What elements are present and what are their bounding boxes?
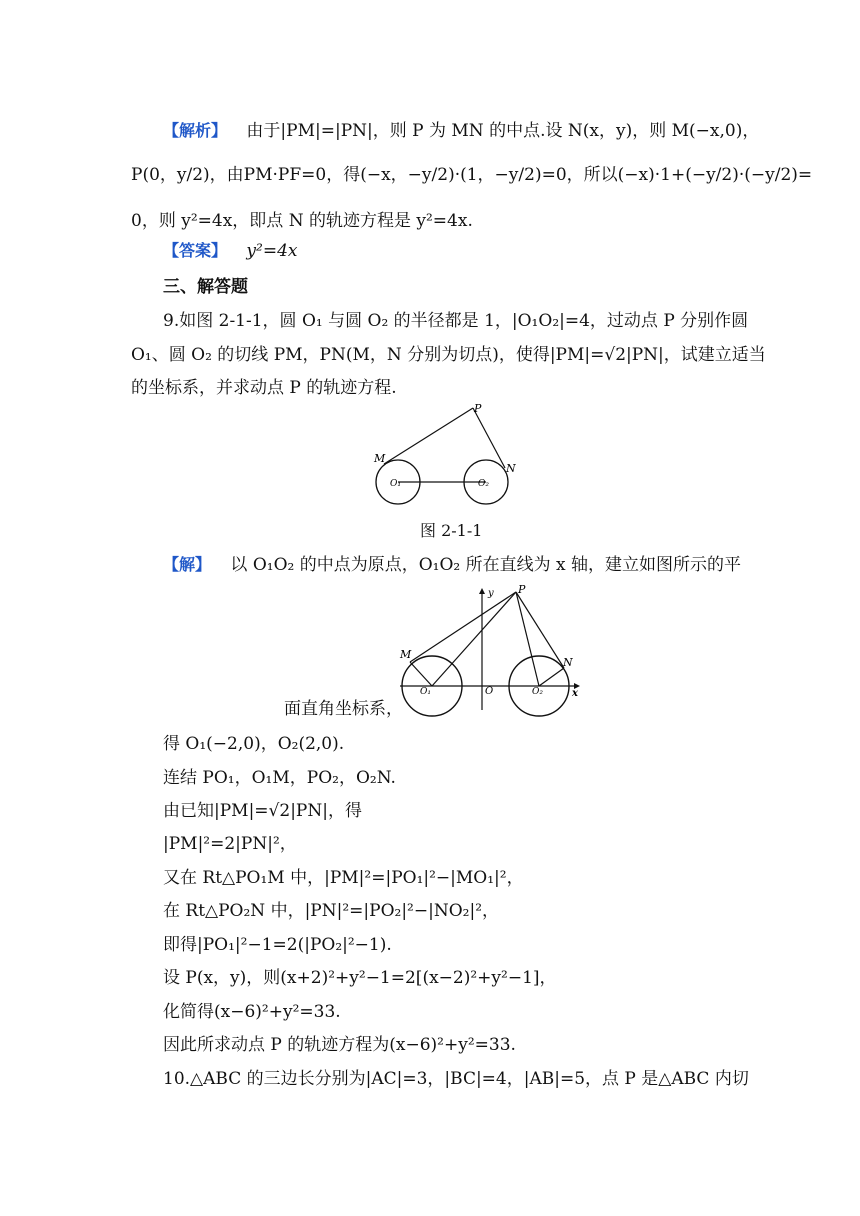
- figure-2-1-1: [360, 398, 530, 513]
- solution9-step: 在 Rt△PO₂N 中，|PN|²=|PO₂|²−|NO₂|²，: [163, 901, 500, 921]
- tangent-pn: [473, 408, 505, 468]
- label-o2: O₂: [532, 687, 543, 697]
- label-p: P: [474, 402, 482, 415]
- label-n: N: [506, 462, 516, 475]
- solution9-step: 化简得(x−6)²+y²=33.: [163, 1002, 341, 1022]
- segment-po2: [516, 592, 539, 686]
- solution8-line1: [163, 116, 763, 141]
- solution9-step: 即得|PO₁|²−1=2(|PO₂|²−1).: [163, 935, 392, 955]
- label-m: M: [374, 452, 386, 465]
- tangent-pm: [384, 408, 473, 464]
- radius-o2n: [539, 668, 564, 686]
- solution9-step: 由已知|PM|=√2|PN|，得: [163, 801, 362, 821]
- figure-coordinate-system: [396, 582, 586, 718]
- solution9-step: |PM|²=2|PN|²，: [163, 834, 297, 854]
- solution9-intro-text: 以 O₁O₂ 的中点为原点，O₁O₂ 所在直线为 x 轴，建立如图所示的平: [230, 555, 742, 575]
- label-p: P: [518, 583, 526, 596]
- analysis-label: 【解析】: [163, 121, 228, 140]
- y-axis-arrow: [479, 588, 485, 594]
- problem9-line1: 9.如图 2-1-1，圆 O₁ 与圆 O₂ 的半径都是 1，|O₁O₂|=4，过动点 P 分别作圆: [163, 311, 749, 331]
- solution9-step: 连结 PO₁，O₁M，PO₂，O₂N.: [163, 768, 396, 788]
- solution9-step: 设 P(x，y)，则(x+2)²+y²−1=2[(x−2)²+y²−1]，: [163, 968, 557, 988]
- answer-label: 【答案】: [163, 241, 228, 260]
- problem10-line1: 10.△ABC 的三边长分别为|AC|=3，|BC|=4，|AB|=5，点 P 是△ABC 内切: [163, 1069, 749, 1089]
- answer8-line: [163, 238, 763, 261]
- label-o2: O₂: [478, 479, 489, 489]
- figure1-caption: 图 2-1-1: [420, 521, 483, 540]
- radius-o1m: [410, 662, 432, 686]
- problem9-line2: O₁、圆 O₂ 的切线 PM，PN(M，N 分别为切点)，使得|PM|=√2|PN|，试建立适当: [131, 345, 766, 365]
- answer-value: y²=4x: [246, 241, 298, 261]
- solution9-step: 得 O₁(−2,0)，O₂(2,0).: [163, 734, 345, 754]
- solution9-step: 因此所求动点 P 的轨迹方程为(x−6)²+y²=33.: [163, 1035, 516, 1055]
- label-x: x: [572, 688, 578, 699]
- label-o1: O₁: [390, 479, 401, 489]
- problem9-line3: 的坐标系，并求动点 P 的轨迹方程.: [131, 378, 397, 398]
- label-o1: O₁: [420, 687, 431, 697]
- solution8-line3: 0，则 y²=4x，即点 N 的轨迹方程是 y²=4x.: [131, 211, 473, 231]
- label-n: N: [563, 656, 573, 669]
- solution9-intro-end: 面直角坐标系，: [284, 699, 403, 719]
- solution9-intro: [163, 550, 773, 575]
- solution9-step: 又在 Rt△PO₁M 中，|PM|²=|PO₁|²−|MO₁|²，: [163, 868, 524, 888]
- solution8-text1: 由于|PM|=|PN|，则 P 为 MN 的中点.设 N(x，y)，则 M(−x,0)，: [246, 121, 760, 141]
- label-origin: O: [485, 686, 494, 697]
- label-y: y: [488, 588, 494, 599]
- solution-label: 【解】: [163, 555, 212, 574]
- section-heading: 三、解答题: [163, 277, 248, 297]
- label-m: M: [400, 648, 412, 661]
- solution8-line2: P(0，y/2)，由PM·PF=0，得(−x，−y/2)·(1，−y/2)=0，所以(−x)·1+(−y/2)·(−y/2)=: [131, 165, 813, 185]
